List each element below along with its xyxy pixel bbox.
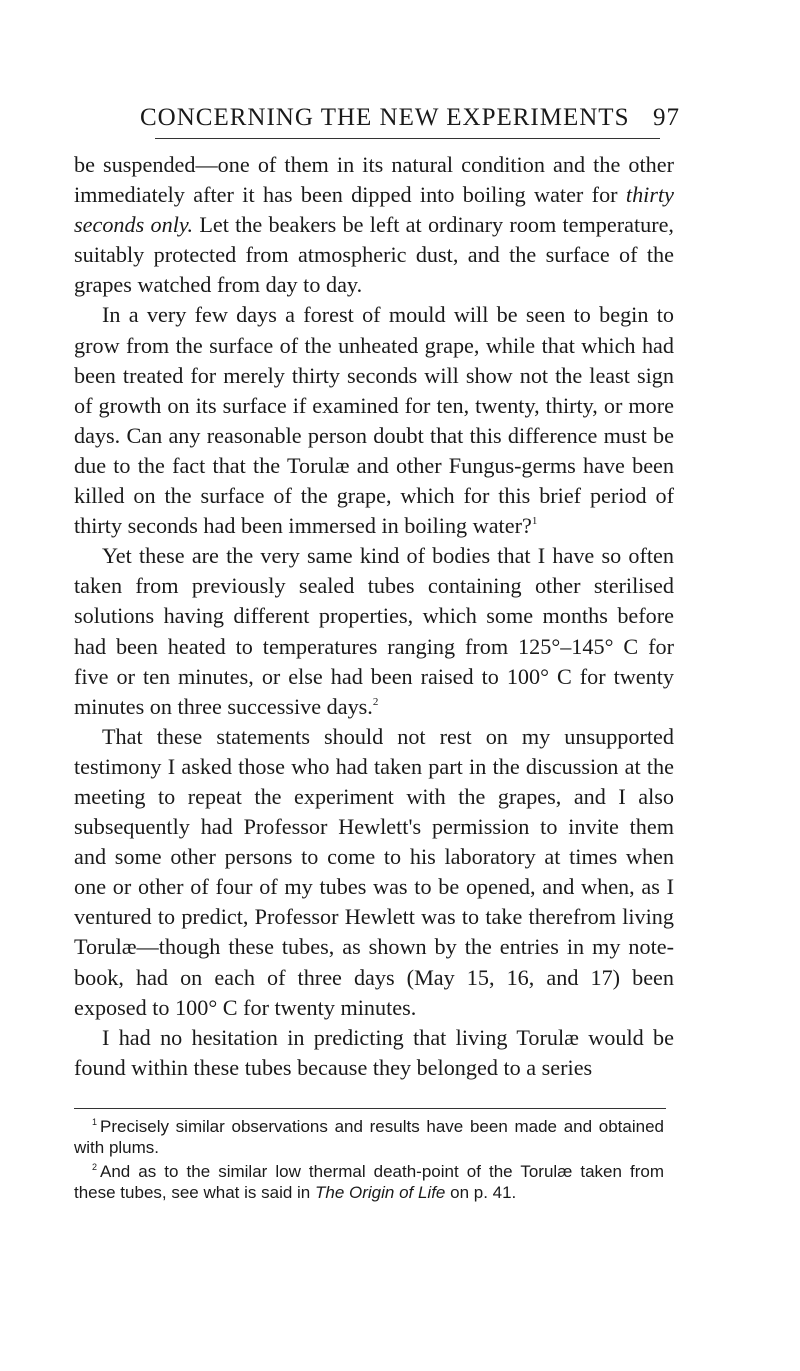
paragraph-5-text: I had no hesitation in predicting that living Torulæ would be found within these tubes because they belonged to a series — [74, 1024, 674, 1080]
footnote-2-mark: 2 — [92, 1162, 98, 1172]
footnote-1-text: Precisely similar observations and results have been made and obtained with plums. — [74, 1117, 664, 1157]
footnote-1-mark: 1 — [92, 1117, 98, 1127]
paragraph-3 — [74, 541, 674, 722]
footnote-1 — [74, 1117, 664, 1158]
paragraph-1-text: be suspended—one of them in its natural condition and the other immediately after it has been dipped into boiling water for — [74, 152, 674, 208]
running-title: CONCERNING THE NEW EXPERIMENTS — [140, 104, 630, 131]
footnote-ref-1: 1 — [531, 515, 538, 528]
footnote-2-book-title: The Origin of Life — [314, 1182, 446, 1202]
paragraph-1-text-end: Let the beakers be left at ordinary room temperature, suitably protected from atmospheric dust, and the surface of the grapes watched from day to day. — [74, 212, 674, 298]
footnotes — [74, 1117, 664, 1207]
paragraph-1-emphasis: thirty seconds only. — [74, 182, 674, 238]
footnote-2 — [74, 1162, 664, 1203]
page-number: 97 — [653, 104, 680, 131]
running-head — [140, 100, 680, 136]
footnote-2-text-end: on p. 41. — [445, 1182, 517, 1202]
header-rule — [155, 138, 660, 139]
paragraph-2 — [74, 300, 674, 541]
paragraph-2-text: In a very few days a forest of mould will be seen to begin to grow from the surface of the unheated grape, while that which had been treated for merely thirty seconds will show not the least sign of growth on its surface if examined for ten, twenty, thirty, or more days. Can any reasonable person doubt that this difference must be due to the fact that the Torulæ and other Fungus-germs have been killed on the surface of the grape, which for this brief period of thirty seconds had been immersed in boiling water? — [74, 302, 674, 539]
footnote-rule — [74, 1108, 666, 1109]
paragraph-1 — [74, 150, 674, 300]
body-text — [74, 150, 674, 1083]
paragraph-5 — [74, 1023, 674, 1083]
paragraph-4 — [74, 722, 674, 1023]
footnote-2-text: And as to the similar low thermal death-point of the Torulæ taken from these tubes, see what is said in — [74, 1162, 664, 1202]
footnote-ref-2: 2 — [372, 695, 379, 708]
paragraph-3-text: Yet these are the very same kind of bodies that I have so often taken from previously sealed tubes containing other sterilised solutions having different properties, which some months before had been heated to temperatures ranging from 125°–145° C for five or ten minutes, or else had been raised to 100° C for twenty minutes on three successive days. — [74, 543, 674, 719]
paragraph-4-text: That these statements should not rest on my unsupported testimony I asked those who had taken part in the discussion at the meeting to repeat the experiment with the grapes, and I also subsequently had Professor Hewlett's permission to invite them and some other persons to come to his laboratory at times when one or other of four of my tubes was to be opened, and when, as I ventured to predict, Professor Hewlett was to take therefrom living Torulæ—though these tubes, as shown by the entries in my note-book, had on each of three days (May 15, 16, and 17) been exposed to 100° C for twenty minutes. — [74, 723, 674, 1020]
